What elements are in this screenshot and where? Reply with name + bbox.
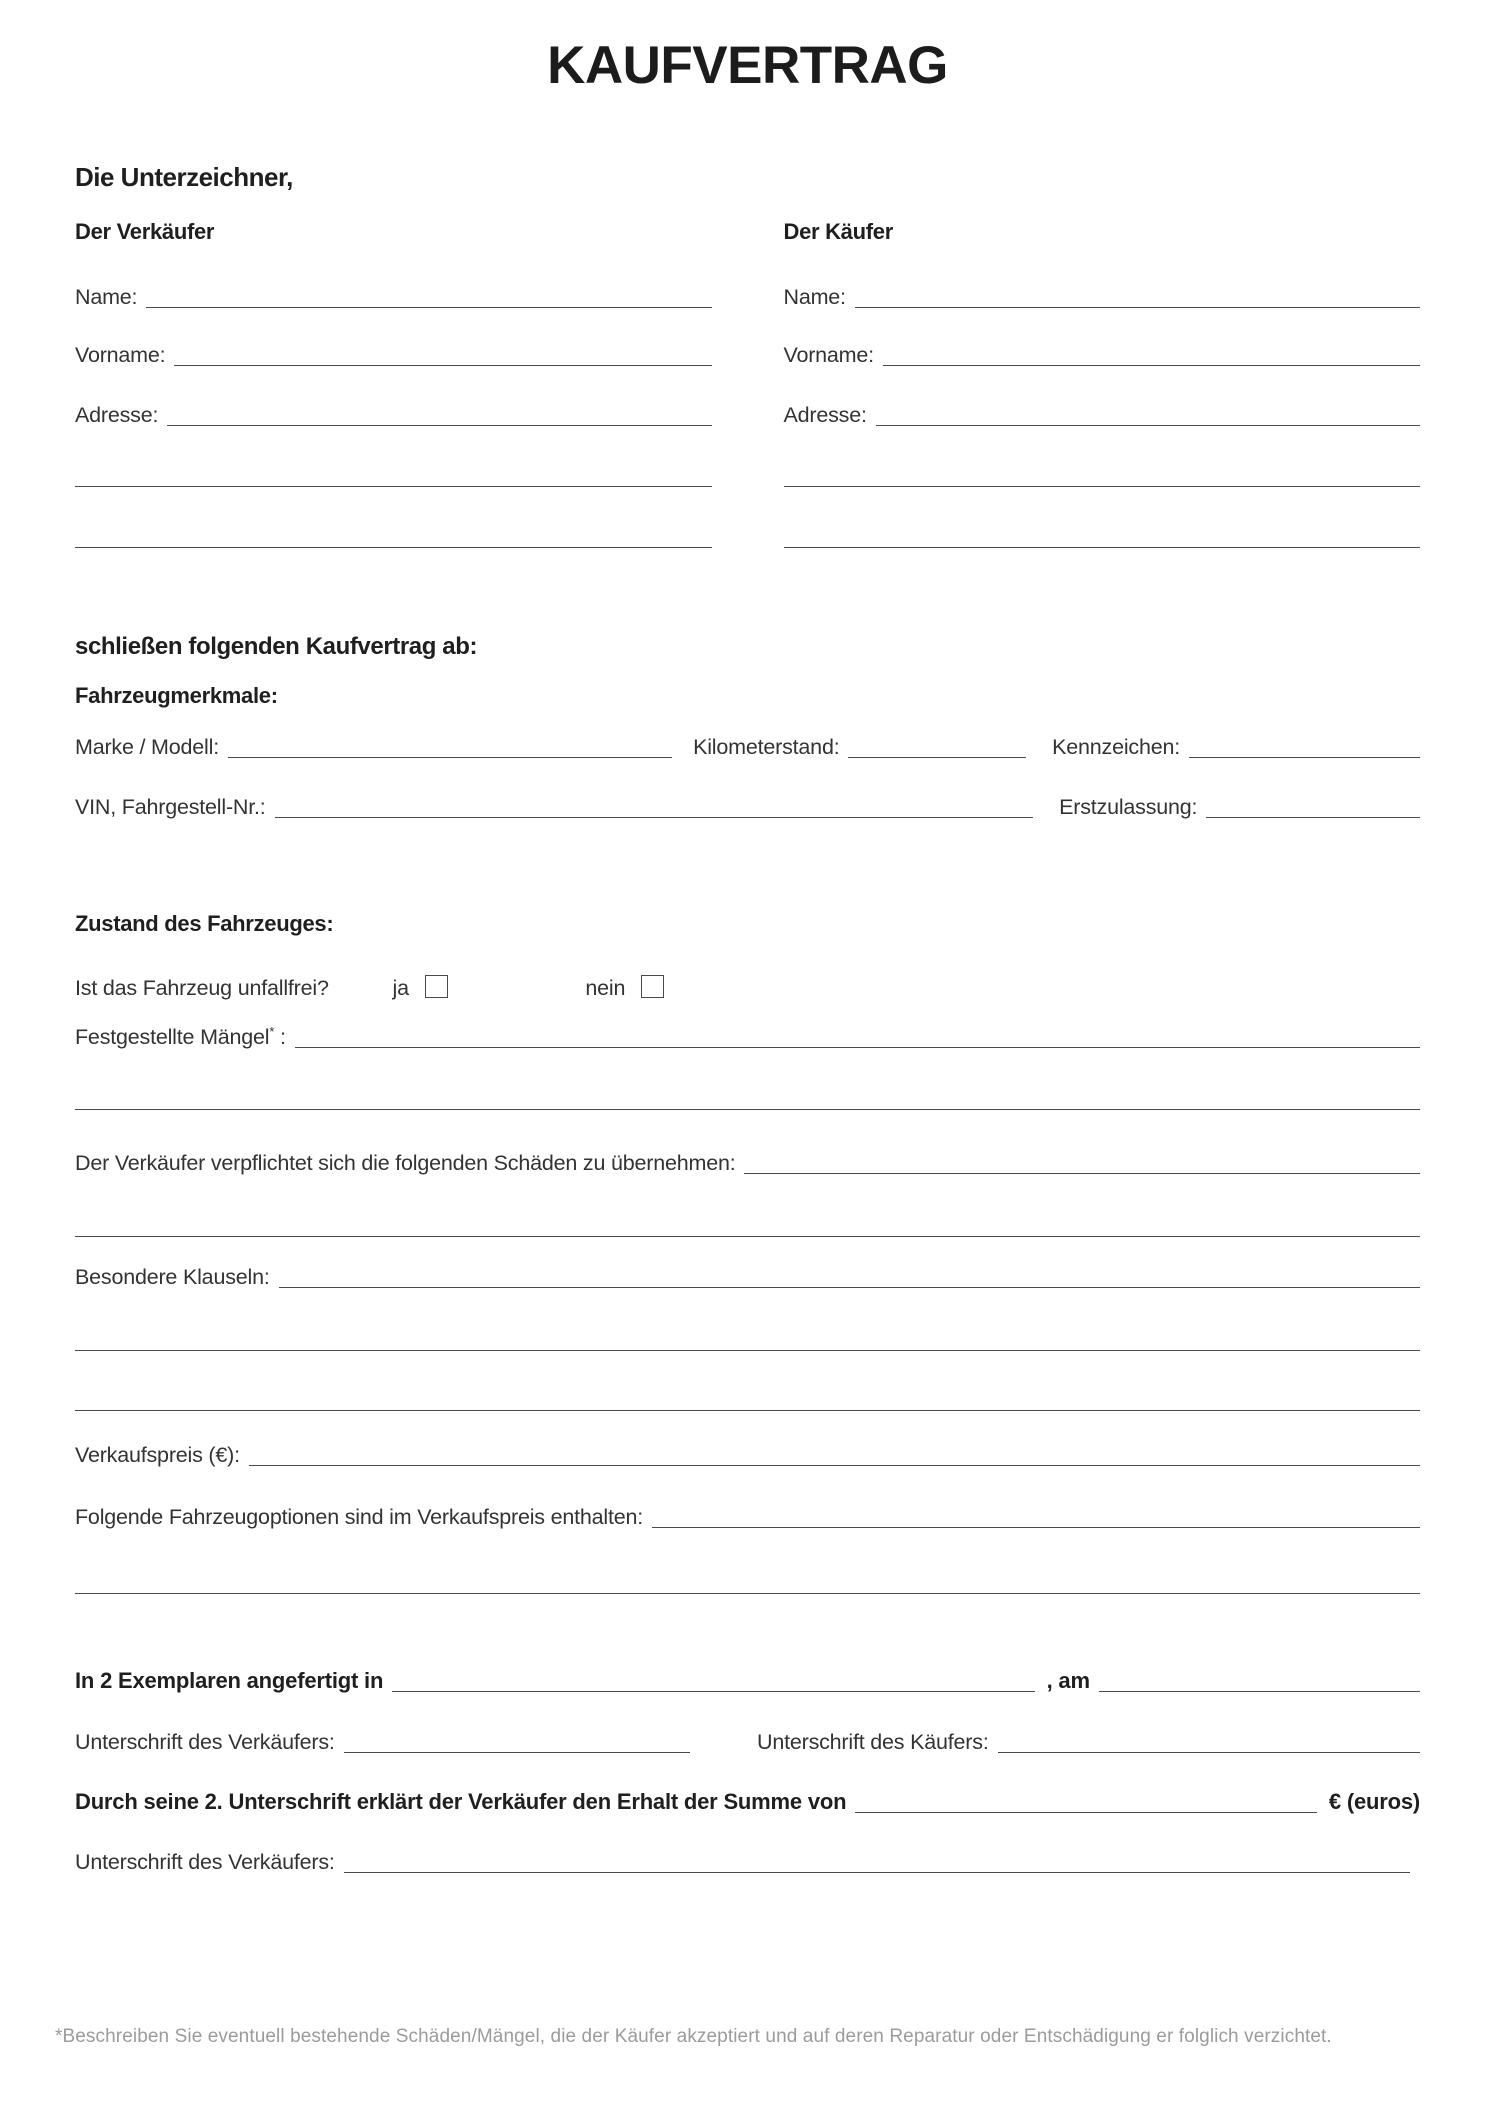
verkaufspreis-field[interactable] bbox=[249, 1463, 1420, 1466]
vin-field[interactable] bbox=[275, 815, 1034, 818]
buyer-signature-label: Unterschrift des Käufers: bbox=[757, 1729, 989, 1754]
seller-name-field[interactable] bbox=[146, 305, 711, 308]
buyer-adresse-field[interactable] bbox=[876, 423, 1420, 426]
verkaufspreis-row bbox=[75, 1414, 1420, 1469]
erstzulassung-field[interactable] bbox=[1206, 815, 1420, 818]
schaeden-row bbox=[75, 1113, 1420, 1177]
seller-name-label: Name: bbox=[75, 284, 138, 309]
seller-column bbox=[75, 193, 712, 551]
kilometerstand-field[interactable] bbox=[848, 755, 1026, 758]
am-label: , am bbox=[1046, 1668, 1090, 1694]
maengel-continuation-field[interactable] bbox=[75, 1107, 1420, 1110]
contract-heading: schließen folgenden Kaufvertrag ab: bbox=[75, 632, 478, 660]
ja-label: ja bbox=[392, 975, 409, 1000]
exemplare-label: In 2 Exemplaren angefertigt in bbox=[75, 1668, 384, 1694]
seller-signature-field[interactable] bbox=[344, 1750, 690, 1753]
seller-adresse-row bbox=[75, 369, 712, 429]
summe-label: Durch seine 2. Unterschrift erklärt der Verkäufer den Erhalt der Summe von bbox=[75, 1789, 847, 1815]
klauseln-continuation-field-2[interactable] bbox=[75, 1408, 1420, 1411]
second-seller-signature-field[interactable] bbox=[344, 1870, 1410, 1873]
optionen-continuation-field[interactable] bbox=[75, 1591, 1420, 1594]
buyer-signature-field[interactable] bbox=[998, 1750, 1420, 1753]
second-signature-row bbox=[75, 1816, 1420, 1876]
seller-adresse-label: Adresse: bbox=[75, 402, 159, 427]
klauseln-continuation-row-2 bbox=[75, 1354, 1420, 1414]
marke-modell-field[interactable] bbox=[228, 755, 672, 758]
seller-adresse-extra-field-2[interactable] bbox=[75, 545, 712, 548]
klauseln-continuation-row-1 bbox=[75, 1291, 1420, 1354]
optionen-row bbox=[75, 1469, 1420, 1531]
parties-columns bbox=[75, 193, 1420, 551]
vehicle-row-1 bbox=[75, 709, 1420, 761]
kennzeichen-label: Kennzeichen: bbox=[1052, 734, 1181, 759]
seller-name-row bbox=[75, 245, 712, 311]
signers-heading: Die Unterzeichner, bbox=[75, 161, 293, 192]
maengel-label: Festgestellte Mängel* : bbox=[75, 1023, 286, 1049]
ja-checkbox[interactable] bbox=[425, 975, 448, 998]
kennzeichen-field[interactable] bbox=[1189, 755, 1420, 758]
vehicle-row-2 bbox=[75, 761, 1420, 821]
seller-adresse-extra-field-1[interactable] bbox=[75, 484, 712, 487]
klauseln-row bbox=[75, 1240, 1420, 1291]
buyer-adresse-extra-row-2 bbox=[784, 490, 1421, 551]
schaeden-continuation-row bbox=[75, 1177, 1420, 1240]
schaeden-field[interactable] bbox=[744, 1171, 1420, 1174]
buyer-adresse-label: Adresse: bbox=[783, 402, 867, 427]
maengel-field[interactable] bbox=[295, 1045, 1420, 1048]
seller-adresse-field[interactable] bbox=[167, 423, 711, 426]
seller-adresse-extra-row-2 bbox=[75, 490, 712, 551]
klauseln-continuation-field-1[interactable] bbox=[75, 1348, 1420, 1351]
seller-vorname-row bbox=[75, 311, 712, 369]
seller-adresse-extra-row-1 bbox=[75, 429, 712, 490]
buyer-vorname-label: Vorname: bbox=[783, 342, 874, 367]
nein-label: nein bbox=[585, 975, 626, 1000]
buyer-signature-group bbox=[757, 1729, 1420, 1756]
buyer-vorname-field[interactable] bbox=[883, 363, 1420, 366]
buyer-name-row bbox=[784, 245, 1421, 311]
buyer-adresse-extra-row-1 bbox=[784, 429, 1421, 490]
seller-signature-label: Unterschrift des Verkäufers: bbox=[75, 1729, 335, 1754]
buyer-name-field[interactable] bbox=[855, 305, 1420, 308]
buyer-heading: Der Käufer bbox=[783, 218, 893, 244]
exemplare-row bbox=[75, 1597, 1420, 1695]
buyer-column bbox=[784, 193, 1421, 551]
verkaufspreis-label: Verkaufspreis (€): bbox=[75, 1442, 240, 1467]
nein-checkbox[interactable] bbox=[641, 975, 664, 998]
signatures-row bbox=[75, 1695, 1420, 1756]
summe-field[interactable] bbox=[855, 1810, 1317, 1813]
vehicle-features-heading: Fahrzeugmerkmale: bbox=[75, 682, 278, 708]
optionen-continuation-row bbox=[75, 1531, 1420, 1597]
seller-vorname-field[interactable] bbox=[174, 363, 711, 366]
euros-label: € (euros) bbox=[1328, 1789, 1420, 1815]
erstzulassung-label: Erstzulassung: bbox=[1059, 794, 1198, 819]
datum-field[interactable] bbox=[1099, 1689, 1420, 1692]
optionen-label: Folgende Fahrzeugoptionen sind im Verkaufspreis enthalten: bbox=[75, 1504, 644, 1529]
buyer-vorname-row bbox=[784, 311, 1421, 369]
kilometerstand-label: Kilometerstand: bbox=[693, 734, 840, 759]
seller-signature-group bbox=[75, 1729, 690, 1756]
accident-free-row bbox=[75, 975, 1420, 1001]
buyer-name-label: Name: bbox=[783, 284, 846, 309]
seller-vorname-label: Vorname: bbox=[75, 342, 166, 367]
accident-free-question: Ist das Fahrzeug unfallfrei? bbox=[75, 975, 329, 1000]
buyer-adresse-extra-field-1[interactable] bbox=[784, 484, 1421, 487]
summe-row bbox=[75, 1756, 1420, 1816]
page-title: KAUFVERTRAG bbox=[547, 36, 948, 95]
second-seller-signature-label: Unterschrift des Verkäufers: bbox=[75, 1849, 335, 1874]
schaeden-label: Der Verkäufer verpflichtet sich die folgenden Schäden zu übernehmen: bbox=[75, 1150, 736, 1175]
klauseln-label: Besondere Klauseln: bbox=[75, 1264, 270, 1289]
maengel-row bbox=[75, 1001, 1420, 1051]
schaeden-continuation-field[interactable] bbox=[75, 1234, 1420, 1237]
ort-field[interactable] bbox=[392, 1689, 1034, 1692]
marke-modell-label: Marke / Modell: bbox=[75, 734, 219, 759]
maengel-continuation-row bbox=[75, 1051, 1420, 1113]
klauseln-field[interactable] bbox=[279, 1285, 1420, 1288]
optionen-field[interactable] bbox=[652, 1525, 1420, 1528]
buyer-adresse-extra-field-2[interactable] bbox=[784, 545, 1421, 548]
footnote-text: *Beschreiben Sie eventuell bestehende Schäden/Mängel, die der Käufer akzeptiert und auf deren Reparatur oder Entschädigung er folglich verzichtet. bbox=[55, 2026, 1332, 2047]
buyer-adresse-row bbox=[784, 369, 1421, 429]
seller-heading: Der Verkäufer bbox=[75, 218, 215, 244]
condition-heading: Zustand des Fahrzeuges: bbox=[75, 910, 334, 936]
vin-label: VIN, Fahrgestell-Nr.: bbox=[75, 794, 266, 819]
